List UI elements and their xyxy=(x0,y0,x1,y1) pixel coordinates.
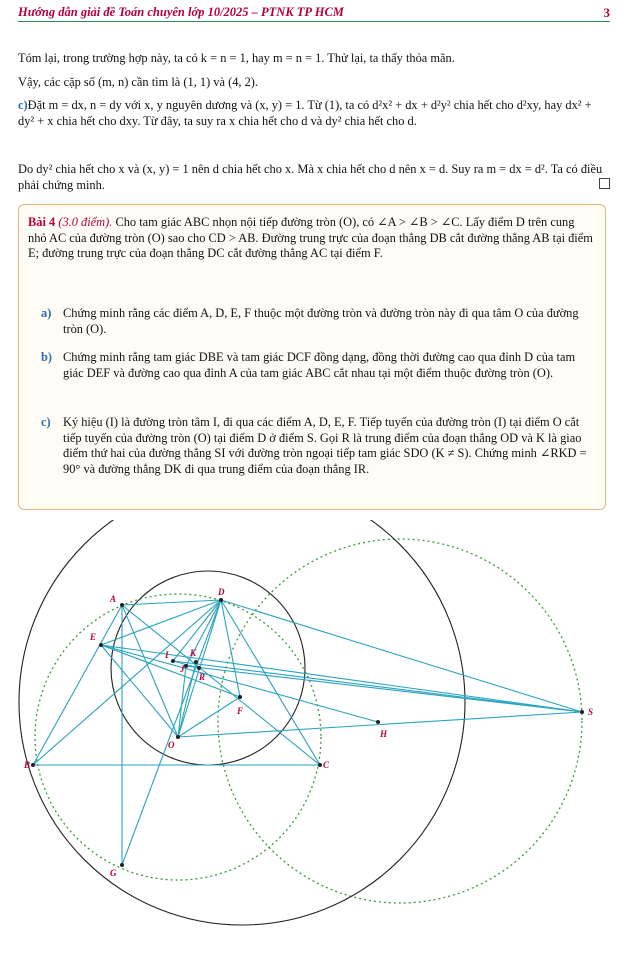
circle-big xyxy=(19,520,465,925)
solution-final-text: Do dy² chia hết cho x và (x, y) = 1 nên d chia hết cho x. Mà x chia hết cho d nên x = d. Suy ra m = dx = d². Ta có điều phải chứng minh. xyxy=(18,162,603,192)
point-label-c: C xyxy=(323,760,330,770)
solution-line-2: Vậy, các cặp số (m, n) cần tìm là (1, 1) và (4, 2). xyxy=(18,75,259,89)
point-label-s: S xyxy=(588,707,594,717)
figure-points xyxy=(31,598,584,867)
part-c-text: Đặt m = dx, n = dy với x, y nguyên dương và (x, y) = 1. Từ (1), ta có d²x² + dx + d²y² chia hết cho d²xy, hay dx² + dy² + x chia hết cho dxy. Từ đây, ta suy ra x chia hết cho d và dy² chia hết cho d. xyxy=(18,98,592,128)
problem-title: Bài 4 xyxy=(28,215,56,229)
figure-lines xyxy=(33,600,582,865)
point-label-h: H xyxy=(380,729,388,739)
geometry-figure xyxy=(0,520,640,955)
document-title: Hướng dẫn giải đề Toán chuyên lớp 10/2025 – PTNK TP HCM xyxy=(18,5,344,19)
problem-statement-text: Cho tam giác ABC nhọn nội tiếp đường tròn (O), có ∠A > ∠B > ∠C. Lấy điểm D trên cung nhỏ AC của đường tròn (O) sao cho CD > AB. Đường trung trực của đoạn thẳng DB cắt đường thẳng AB tại điểm E; đường trung trực của đoạn thẳng DC cắt đường thẳng AC tại điểm F. xyxy=(28,215,593,261)
point-label-e: E xyxy=(90,632,97,642)
solution-line-1: Tóm lại, trong trường hợp này, ta có k = n = 1, hay m = n = 1. Thử lại, ta thấy thỏa mãn. xyxy=(18,51,455,65)
problem-points: (3.0 điểm). xyxy=(58,215,113,229)
point-label-k: K xyxy=(190,648,197,658)
point-label-o: O xyxy=(168,740,175,750)
part-a-text: Chứng minh rằng các điểm A, D, E, F thuộc một đường tròn và đường tròn này đi qua tâm O của đường tròn (O). xyxy=(63,306,579,336)
part-c-label: c) xyxy=(41,415,51,429)
point-label-f: F xyxy=(237,706,244,716)
problem-box xyxy=(18,204,606,510)
part-b-text: Chứng minh rằng tam giác DBE và tam giác DCF đồng dạng, đồng thời đường cao qua đỉnh D của tam giác DEF và đường cao qua đỉnh A của tam giác ABC cắt nhau tại một điểm thuộc đường tròn (O). xyxy=(63,350,576,380)
page-header xyxy=(18,5,610,21)
point-label-a: A xyxy=(110,594,117,604)
qed-square-icon xyxy=(599,178,610,189)
point-label-d: D xyxy=(218,587,225,597)
header-rule xyxy=(18,21,610,22)
part-a-label: a) xyxy=(41,306,52,320)
part-b-label: b) xyxy=(41,350,53,364)
point-label-r: R xyxy=(199,672,206,682)
part-c-label: c) xyxy=(18,98,28,112)
point-label-i: I xyxy=(165,650,169,660)
circle-i xyxy=(111,571,305,765)
point-label-b: B xyxy=(24,760,31,770)
solution-final xyxy=(18,161,610,193)
circle-sdo xyxy=(218,539,582,903)
problem-statement xyxy=(28,215,596,262)
page-number: 3 xyxy=(603,5,610,20)
part-c-problem-text: Ký hiệu (I) là đường tròn tâm I, đi qua các điểm A, D, E, F. Tiếp tuyến của đường tròn (I) tại điểm O cắt tiếp tuyến của đường tròn (O) tại điểm D ở điểm S. Gọi R là trung điểm của đoạn thẳng OD và K là giao điểm thứ hai của đường thẳng SI với đường tròn ngoại tiếp tam giác SDO (K ≠ S). Chứng minh ∠RKD = 90° và đường thẳng DK đi qua trung điểm của đoạn thẳng IR. xyxy=(63,415,587,476)
solution-part-c xyxy=(18,97,610,129)
point-label-j: J xyxy=(180,664,185,674)
point-label-g: G xyxy=(110,868,117,878)
